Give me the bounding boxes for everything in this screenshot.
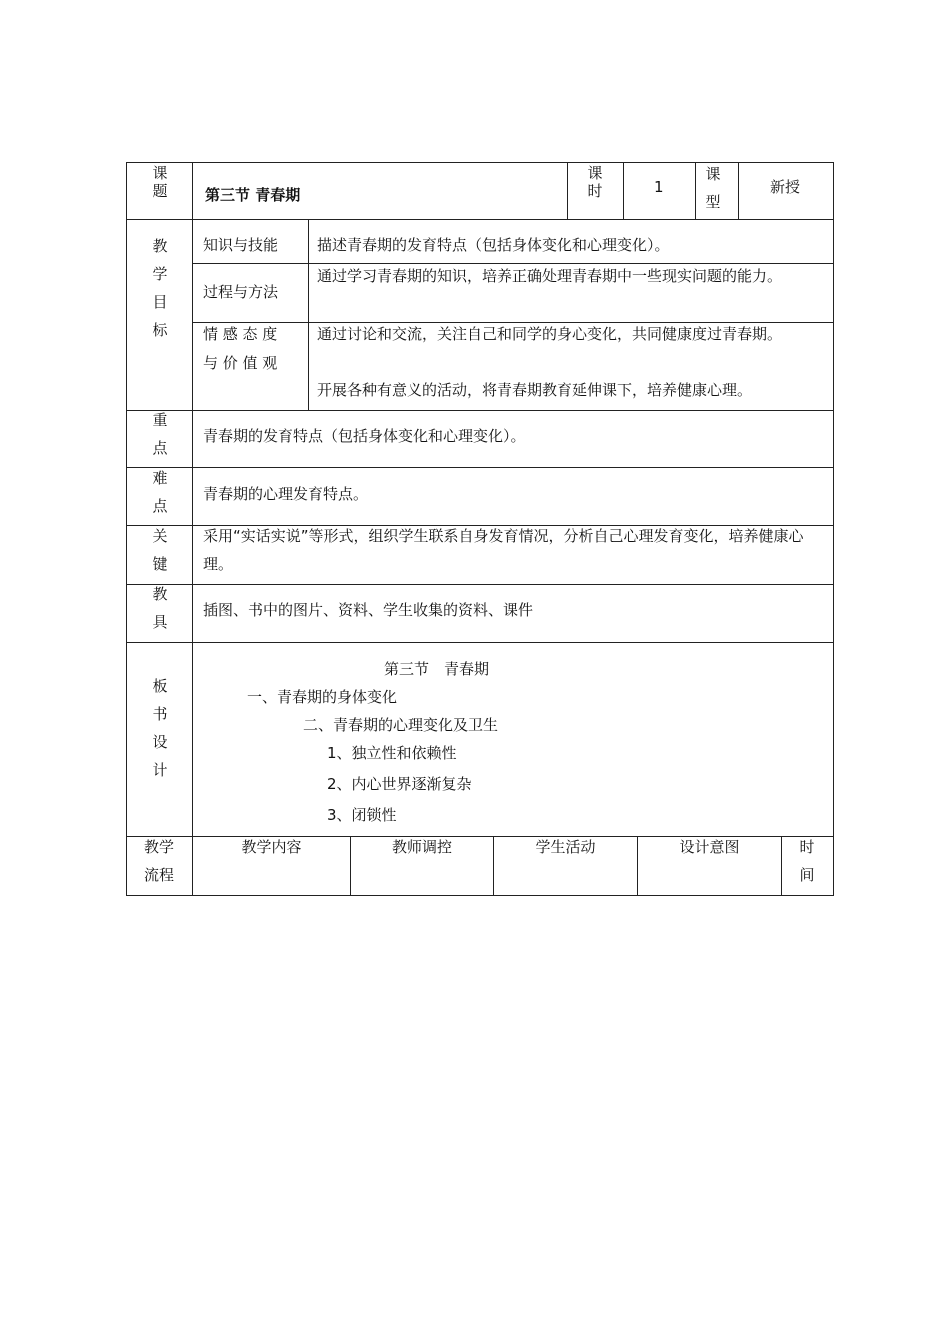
objective-label-process: 过程与方法 xyxy=(203,283,279,301)
hours-value: 1 xyxy=(654,178,664,196)
flow-col-time: 时间 xyxy=(799,838,815,884)
flow-col-student: 学生活动 xyxy=(535,838,596,856)
tools-text: 插图、书中的图片、资料、学生收集的资料、课件 xyxy=(203,601,534,619)
table-border xyxy=(623,162,624,219)
table-border xyxy=(695,162,696,219)
difficulty-label: 难点 xyxy=(152,469,168,515)
objective-label-knowledge: 知识与技能 xyxy=(203,236,279,254)
flow-label-line2: 流程 xyxy=(143,866,174,884)
objectives-label: 教学目标 xyxy=(152,237,168,339)
board-label: 板书设计 xyxy=(152,677,168,779)
topic-label: 课题 xyxy=(152,164,168,200)
key-points-label: 重点 xyxy=(152,411,168,457)
flow-col-content: 教学内容 xyxy=(241,838,302,856)
key-text: 采用“实话实说”等形式，组织学生联系自身发育情况，分析自己心理发育变化，培养健康心理。 xyxy=(203,527,804,573)
board-line-1: 一、青春期的身体变化 xyxy=(247,688,398,706)
board-item-3: 3、闭锁性 xyxy=(327,806,397,824)
table-border xyxy=(126,162,834,163)
hours-label: 课时 xyxy=(587,164,603,200)
board-line-2: 二、青春期的心理变化及卫生 xyxy=(303,716,499,734)
table-border xyxy=(126,219,834,220)
board-item-2: 2、内心世界逐渐复杂 xyxy=(327,775,472,793)
table-border xyxy=(833,162,834,896)
objective-text-activities: 开展各种有意义的活动，将青春期教育延伸课下，培养健康心理。 xyxy=(317,381,753,399)
objective-label-attitude-line2: 与 价 值 观 xyxy=(203,354,278,372)
topic-title: 第三节 青春期 xyxy=(205,186,301,204)
objective-text-process: 通过学习青春期的知识，培养正确处理青春期中一些现实问题的能力。 xyxy=(317,267,783,285)
table-border xyxy=(126,642,834,643)
objective-text-attitude: 通过讨论和交流，关注自己和同学的身心变化，共同健康度过青春期。 xyxy=(317,325,783,343)
table-border xyxy=(781,836,782,895)
table-border xyxy=(126,410,834,411)
key-points-text: 青春期的发育特点（包括身体变化和心理变化）。 xyxy=(203,427,526,445)
type-label: 课型 xyxy=(705,165,721,211)
table-border xyxy=(567,162,568,219)
table-border xyxy=(126,584,834,585)
type-value: 新授 xyxy=(770,178,801,196)
flow-col-intent: 设计意图 xyxy=(679,838,740,856)
objective-text-knowledge: 描述青春期的发育特点（包括身体变化和心理变化）。 xyxy=(317,236,670,254)
board-title: 第三节 青春期 xyxy=(384,660,490,678)
table-border xyxy=(126,162,127,896)
table-border xyxy=(126,467,834,468)
difficulty-text: 青春期的心理发育特点。 xyxy=(203,485,369,503)
key-label: 关键 xyxy=(152,527,168,573)
flow-label-line1: 教学 xyxy=(143,838,174,856)
table-border xyxy=(738,162,739,219)
tools-label: 教具 xyxy=(152,585,168,631)
board-item-1: 1、独立性和依赖性 xyxy=(327,744,457,762)
flow-col-teacher: 教师调控 xyxy=(391,838,452,856)
objective-label-attitude-line1: 情 感 态 度 xyxy=(203,325,278,343)
table-border xyxy=(126,895,834,896)
table-border xyxy=(308,219,309,410)
table-border xyxy=(192,162,193,896)
